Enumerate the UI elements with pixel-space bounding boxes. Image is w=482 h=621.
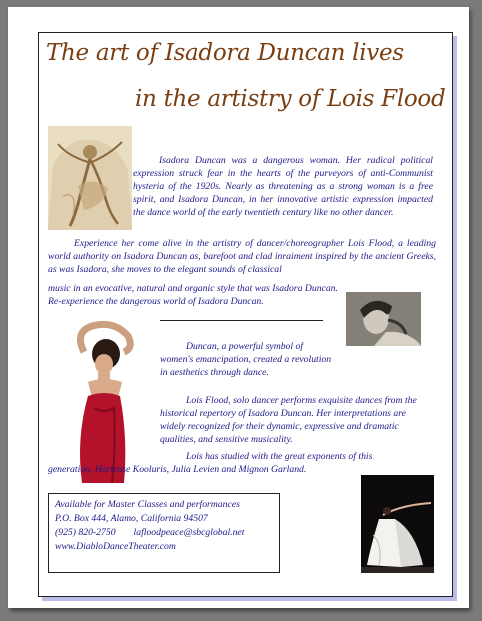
- paragraph-experience: [48, 237, 436, 276]
- divider-line: [160, 320, 323, 321]
- paragraph-intro-text: Isadora Duncan was a dangerous woman. Her radical political expression struck fear in the hearts of the purveyors of anti-Communist hysteria of the 1920s. Nearly as threatening as a strong woman is a free spirit, and Isadora Duncan, in her innovative artistic expression impacted the dance world of the early twentieth century like no other dancer.: [133, 155, 433, 218]
- dancer-white-dress-photo: [361, 475, 434, 573]
- portrait-photo: [346, 292, 421, 346]
- contact-availability: Available for Master Classes and performances: [55, 499, 240, 510]
- contact-email[interactable]: lafloodpeace@sbcglobal.net: [133, 527, 245, 538]
- contact-website[interactable]: www.DiabloDanceTheater.com: [55, 541, 176, 552]
- paragraph-lois-studied: [160, 450, 432, 463]
- paragraph-exponents-text: generation, Hortense Kooluris, Julia Levien and Mignon Garland.: [48, 464, 307, 475]
- paragraph-duncan-symbol: [160, 340, 332, 379]
- paragraph-exponents: [48, 463, 368, 476]
- contact-address: P.O. Box 444, Alamo, California 94507: [55, 513, 208, 524]
- paragraph-experience-cont-text: music in an evocative, natural and organic style that was Isadora Duncan. Re-experience the dangerous world of Isadora Duncan.: [48, 283, 338, 307]
- paragraph-lois-studied-text: Lois has studied with the great exponents of this: [186, 451, 373, 462]
- contact-phone: (925) 820-2750: [55, 527, 116, 538]
- contact-box: [48, 493, 280, 573]
- title-line-1: The art of Isadora Duncan lives: [46, 40, 404, 66]
- paragraph-lois-flood-text: Lois Flood, solo dancer performs exquisite dances from the historical repertory of Isadora Duncan. Her interpretations are widely recognized for their dynamic, expressive and dramatic qualities, and sensitive musicality.: [160, 395, 417, 445]
- paragraph-experience-cont: [48, 282, 338, 308]
- paragraph-experience-text: Experience her come alive in the artistry of dancer/choreographer Lois Flood, a leading world authority on Isadora Duncan as, barefoot and clad inraiment inspired by the ancient Greeks, as was Isadora, she moves to the elegant sounds of classical: [48, 238, 436, 275]
- paragraph-intro: [133, 154, 433, 219]
- title-line-2: in the artistry of Lois Flood: [135, 86, 446, 112]
- contact-phone-email-row: [55, 526, 279, 540]
- dancer-red-dress-photo: [54, 318, 154, 483]
- paragraph-duncan-symbol-text: Duncan, a powerful symbol of women's emancipation, created a revolution in aesthetics through dance.: [160, 341, 332, 378]
- paragraph-lois-flood: [160, 394, 432, 446]
- dancer-sketch-image: [48, 126, 132, 230]
